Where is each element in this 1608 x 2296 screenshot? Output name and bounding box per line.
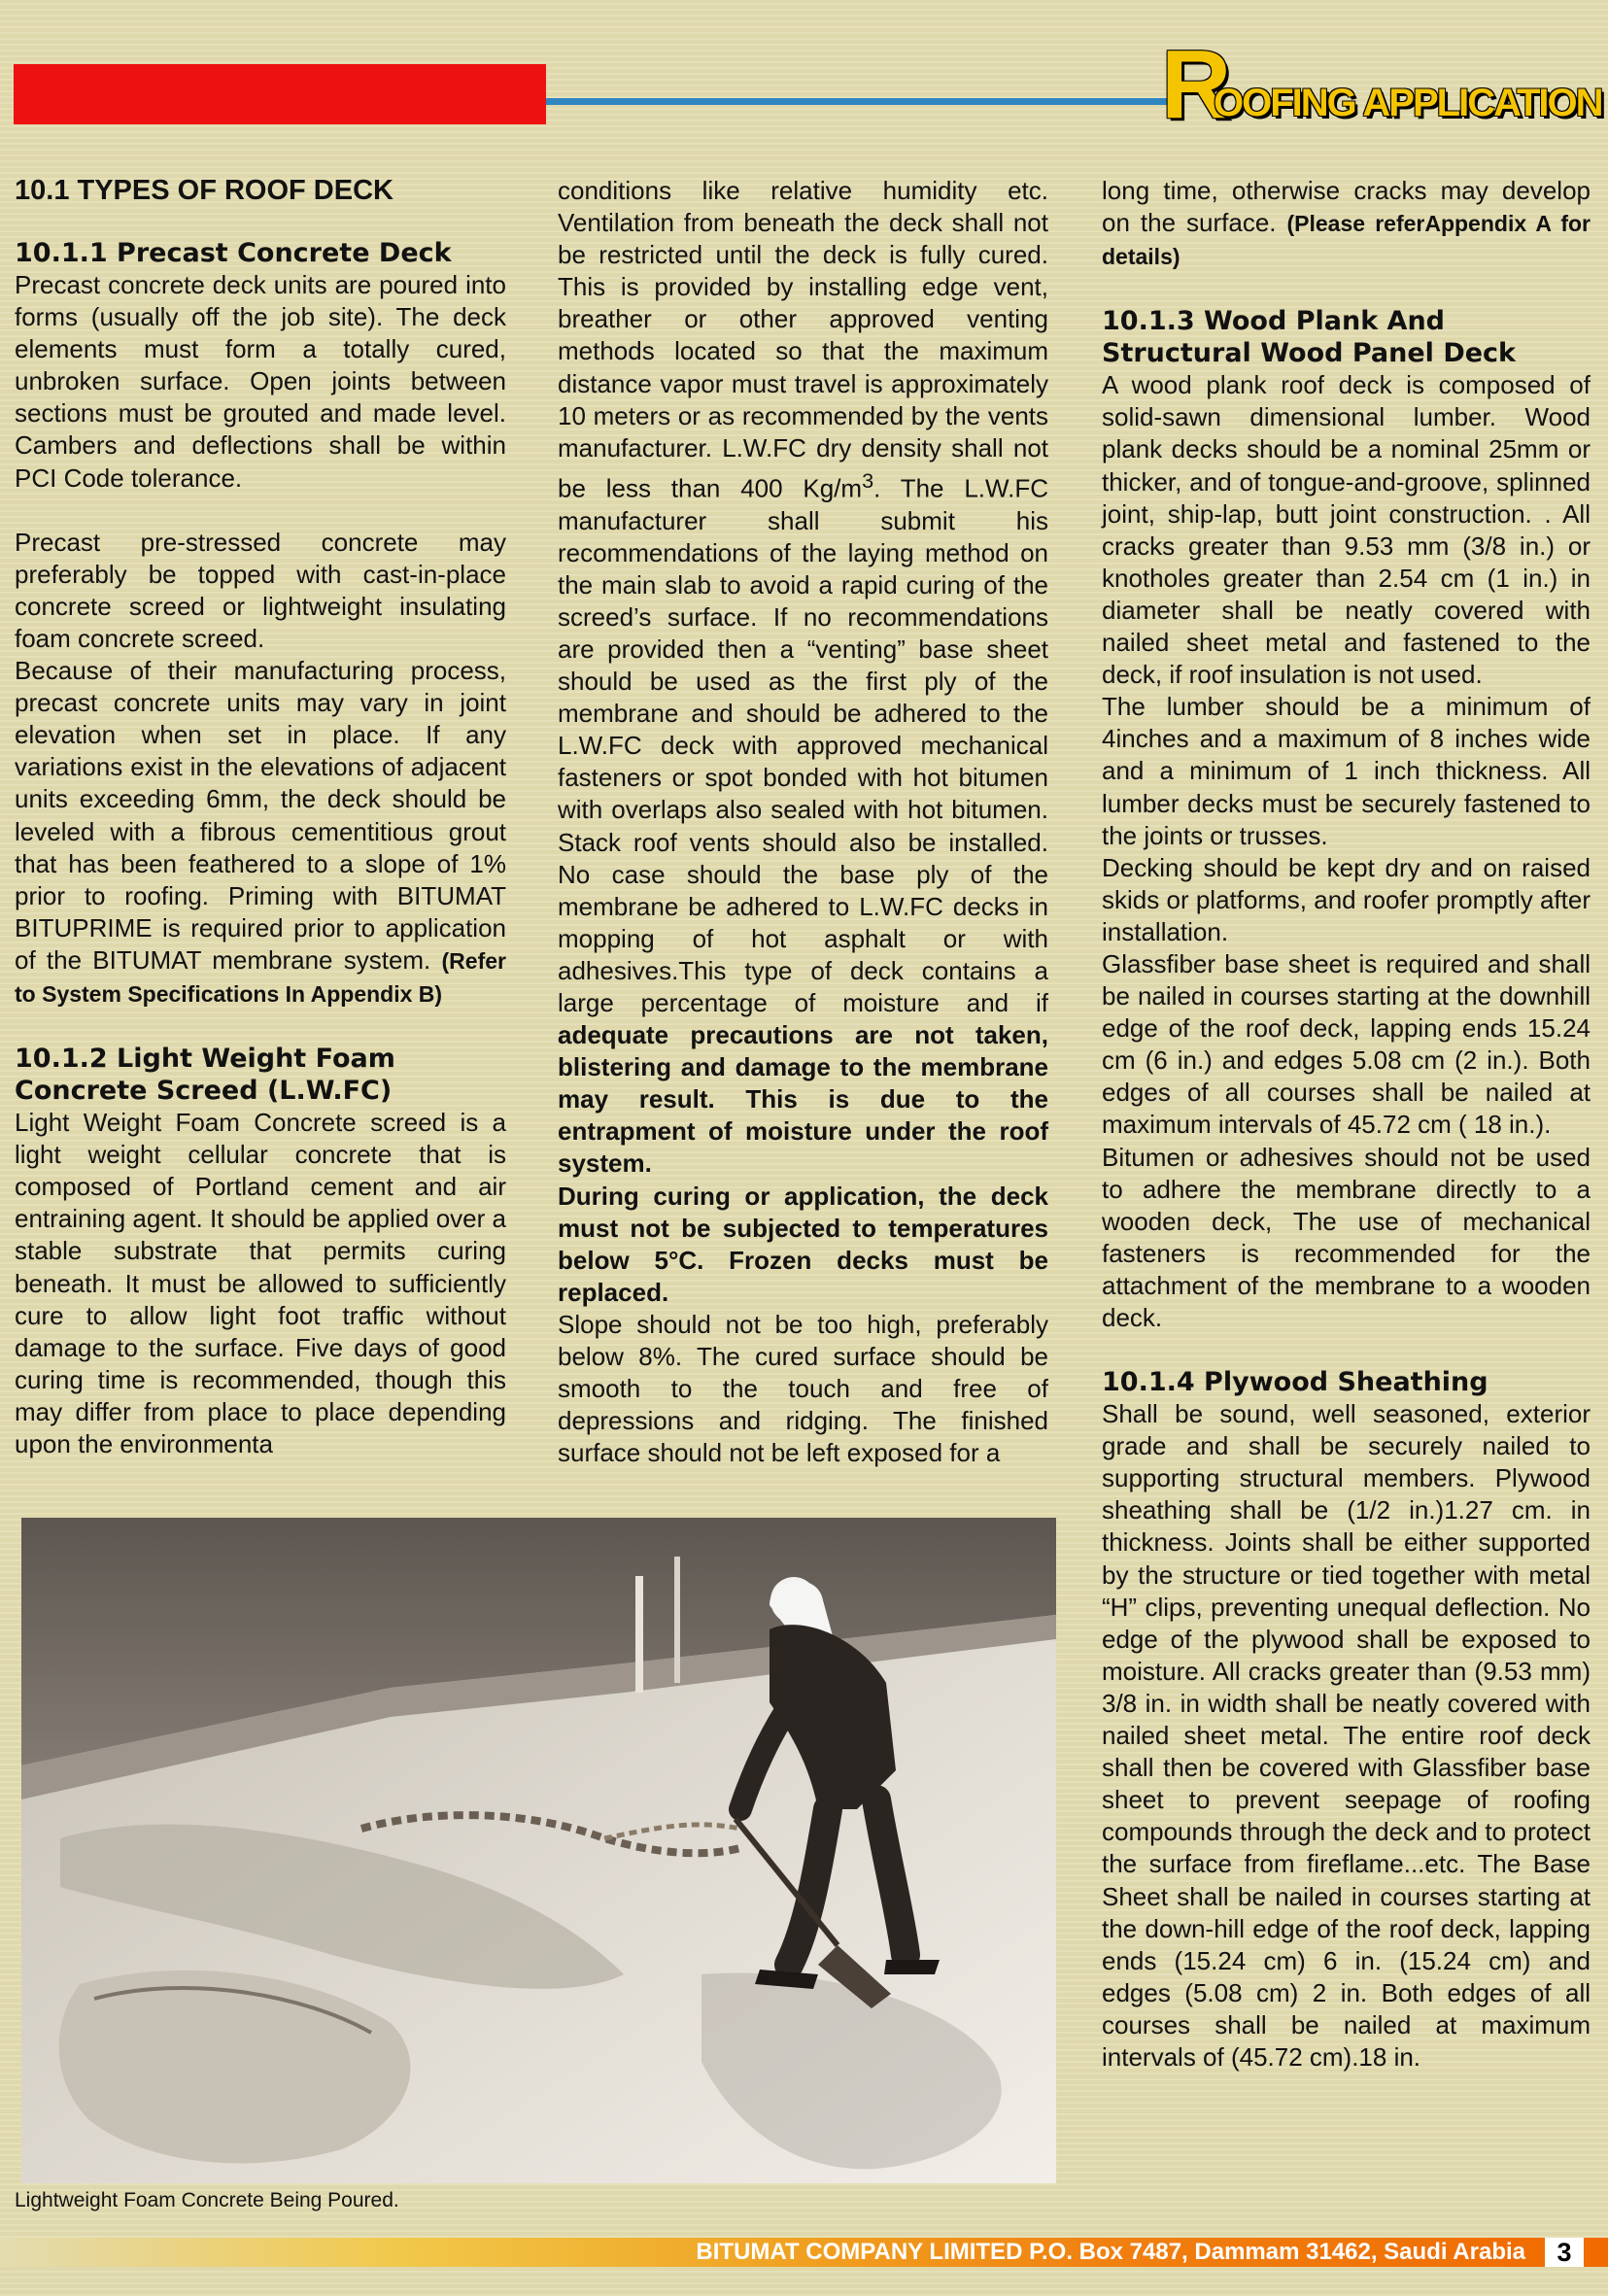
page-number: 3 bbox=[1545, 2238, 1584, 2267]
paragraph: A wood plank roof deck is composed of solid-sawn dimensional lumber. Wood plank decks should be a nominal 25mm or thicker, and of tongue-and-groove, splinned joint, ship-lap, butt joint construction. . All cracks greater than 9.53 mm (3/8 in.) or knotholes greater than 2.54 cm (1 in.) in diameter shall be neatly covered with nailed sheet metal and fastened to the deck, if roof insulation is not used. bbox=[1102, 370, 1591, 690]
paragraph: The lumber should be a minimum of 4inches and a maximum of 8 inches wide and a minimum of 1 inch thickness. All lumber decks must be securely fastened to the joints or trusses. bbox=[1102, 692, 1591, 850]
paragraph: long time, otherwise cracks may develop on the surface. (Please referAppendix A for details) bbox=[1102, 176, 1591, 270]
photo-caption: Lightweight Foam Concrete Being Poured. bbox=[15, 2189, 399, 2211]
paragraph: Because of their manufacturing process, precast concrete units may vary in joint elevation when set in place. If any variations exist in the elevations of adjacent units exceeding 6mm, the deck should be leveled with a fibrous cementitious grout that has been feathered to a slope of 1% prior to roofing. Priming with BITUMAT BITUPRIME is required prior to application of the BITUMAT membrane system. (Refer to System Specifications In Appendix B) bbox=[15, 656, 506, 1007]
section-title bbox=[1161, 30, 1602, 139]
heading-precast-concrete-deck: 10.1.1 Precast Concrete Deck bbox=[15, 238, 452, 268]
column-3 bbox=[1102, 175, 1591, 2073]
paragraph: Light Weight Foam Concrete screed is a light weight cellular concrete that is composed of Portland cement and air entraining agent. It should be applied over a stable substrate that permits curing beneath. It must be allowed to sufficiently cure to allow light foot traffic without damage to the surface. Five days of good curing time is recommended, though this may differ from place to place depending upon the environmenta bbox=[15, 1108, 506, 1458]
heading-light-weight-foam: 10.1.2 Light Weight Foam Concrete Screed (L.W.FC) bbox=[15, 1044, 395, 1107]
appendix-reference: (Please referAppendix A for details) bbox=[1102, 211, 1591, 270]
header-blue-line bbox=[546, 98, 1168, 105]
main-heading: 10.1 TYPES OF ROOF DECK bbox=[15, 175, 393, 206]
column-2 bbox=[558, 175, 1048, 1469]
paragraph: conditions like relative humidity etc. Ventilation from beneath the deck shall not be restricted until the deck is fully cured. This is provided by installing edge vent, breather or other approved venting methods located so that the maximum distance vapor must travel is approximately 10 meters or as recommended by the vents manufacturer. L.W.FC dry density shall not be less than 400 $Kg/m^3$. The L.W.FC manufacturer shall submit his recommendations of the laying method on the main slab to avoid a rapid curing of the screed’s surface. If no recommendations are provided then a “venting” base sheet should be used as the first ply of the membrane and should be adhered to the L.W.FC deck with approved mechanical fasteners or spot bonded with hot bitumen with overlaps also sealed with hot bitumen. Stack roof vents should also be installed. No case should the base ply of the membrane be adhered to L.W.FC decks in mopping of hot asphalt or with adhesives.This type of deck contains a large percentage of moisture and if adequate precautions are not taken, blistering and damage to the membrane may result. This is due to the entrapment of moisture under the roof system. bbox=[558, 176, 1048, 1179]
section-title-rest: OOFING APPLICATION bbox=[1214, 82, 1602, 124]
bold-warning: adequate precautions are not taken, blistering and damage to the membrane may result. This is due to the entrapment of moisture under the roof system. bbox=[558, 1020, 1048, 1179]
paragraph: Glassfiber base sheet is required and shall be nailed in courses starting at the downhill edge of the roof deck, lapping ends 15.24 cm (6 in.) and edges 5.08 cm (2 in.). Both edges of all courses shall be nailed at maximum intervals of 45.72 cm ( 18 in.). bbox=[1102, 948, 1591, 1140]
section-title-initial: R bbox=[1161, 30, 1230, 139]
footer-company-address: BITUMAT COMPANY LIMITED P.O. Box 7487, Dammam 31462, Saudi Arabia bbox=[696, 2239, 1525, 2265]
paragraph: Shall be sound, well seasoned, exterior grade and shall be securely nailed to supporting structural members. Plywood sheathing shall be (1/2 in.)1.27 cm. in thickness. Joints shall be either supported by the structure or tied together with metal “H” clips, preventing unequal deflection. No edge of the plywood shall be exposed to moisture. All cracks greater than (9.53 mm) 3/8 in. in width shall be neatly covered with nailed sheet metal. The entire roof deck shall then be covered with Glassfiber base sheet to prevent seepage of roofing compounds through the deck and to protect the surface from fireflame...etc. The Base Sheet shall be nailed in courses starting at the down-hill edge of the roof deck, lapping ends (15.24 cm) 6 in. (15.24 cm) and edges (5.08 cm) 2 in. Both edges of all courses shall be nailed at maximum intervals of (45.72 cm).18 in. bbox=[1102, 1399, 1591, 2072]
paragraph: Slope should not be too high, preferably below 8%. The cured surface should be smooth to the touch and free of depressions and ridging. The finished surface should not be left exposed for a bbox=[558, 1309, 1048, 1468]
photo-foam-concrete-pouring bbox=[21, 1518, 1056, 2183]
bold-warning: During curing or application, the deck must not be subjected to temperatures below 5°C. Frozen decks must be replaced. bbox=[558, 1181, 1048, 1307]
paragraph: Precast pre-stressed concrete may preferably be topped with cast-in-place concrete screed or lightweight insulating foam concrete screed. bbox=[15, 527, 506, 653]
heading-wood-plank-deck: 10.1.3 Wood Plank And Structural Wood Panel Deck bbox=[1102, 306, 1517, 369]
heading-plywood-sheathing: 10.1.4 Plywood Sheathing bbox=[1102, 1367, 1488, 1398]
paragraph: Bitumen or adhesives should not be used to adhere the membrane directly to a wooden deck, The use of mechanical fasteners is recommended for the attachment of the membrane to a wooden deck. bbox=[1102, 1142, 1591, 1332]
appendix-reference: (Refer to System Specifications In Appendix B) bbox=[15, 947, 506, 1007]
paragraph: Precast concrete deck units are poured into forms (usually off the job site). The deck elements must form a totally cured, unbroken surface. Open joints between sections must be grouted and made level. Cambers and deflections shall be within PCI Code tolerance. bbox=[15, 270, 506, 493]
paragraph: Decking should be kept dry and on raised skids or platforms, and roofer promptly after installation. bbox=[1102, 852, 1591, 946]
superscript: 3 bbox=[862, 467, 874, 493]
column-1 bbox=[15, 173, 506, 1460]
header-red-bar bbox=[14, 64, 546, 124]
